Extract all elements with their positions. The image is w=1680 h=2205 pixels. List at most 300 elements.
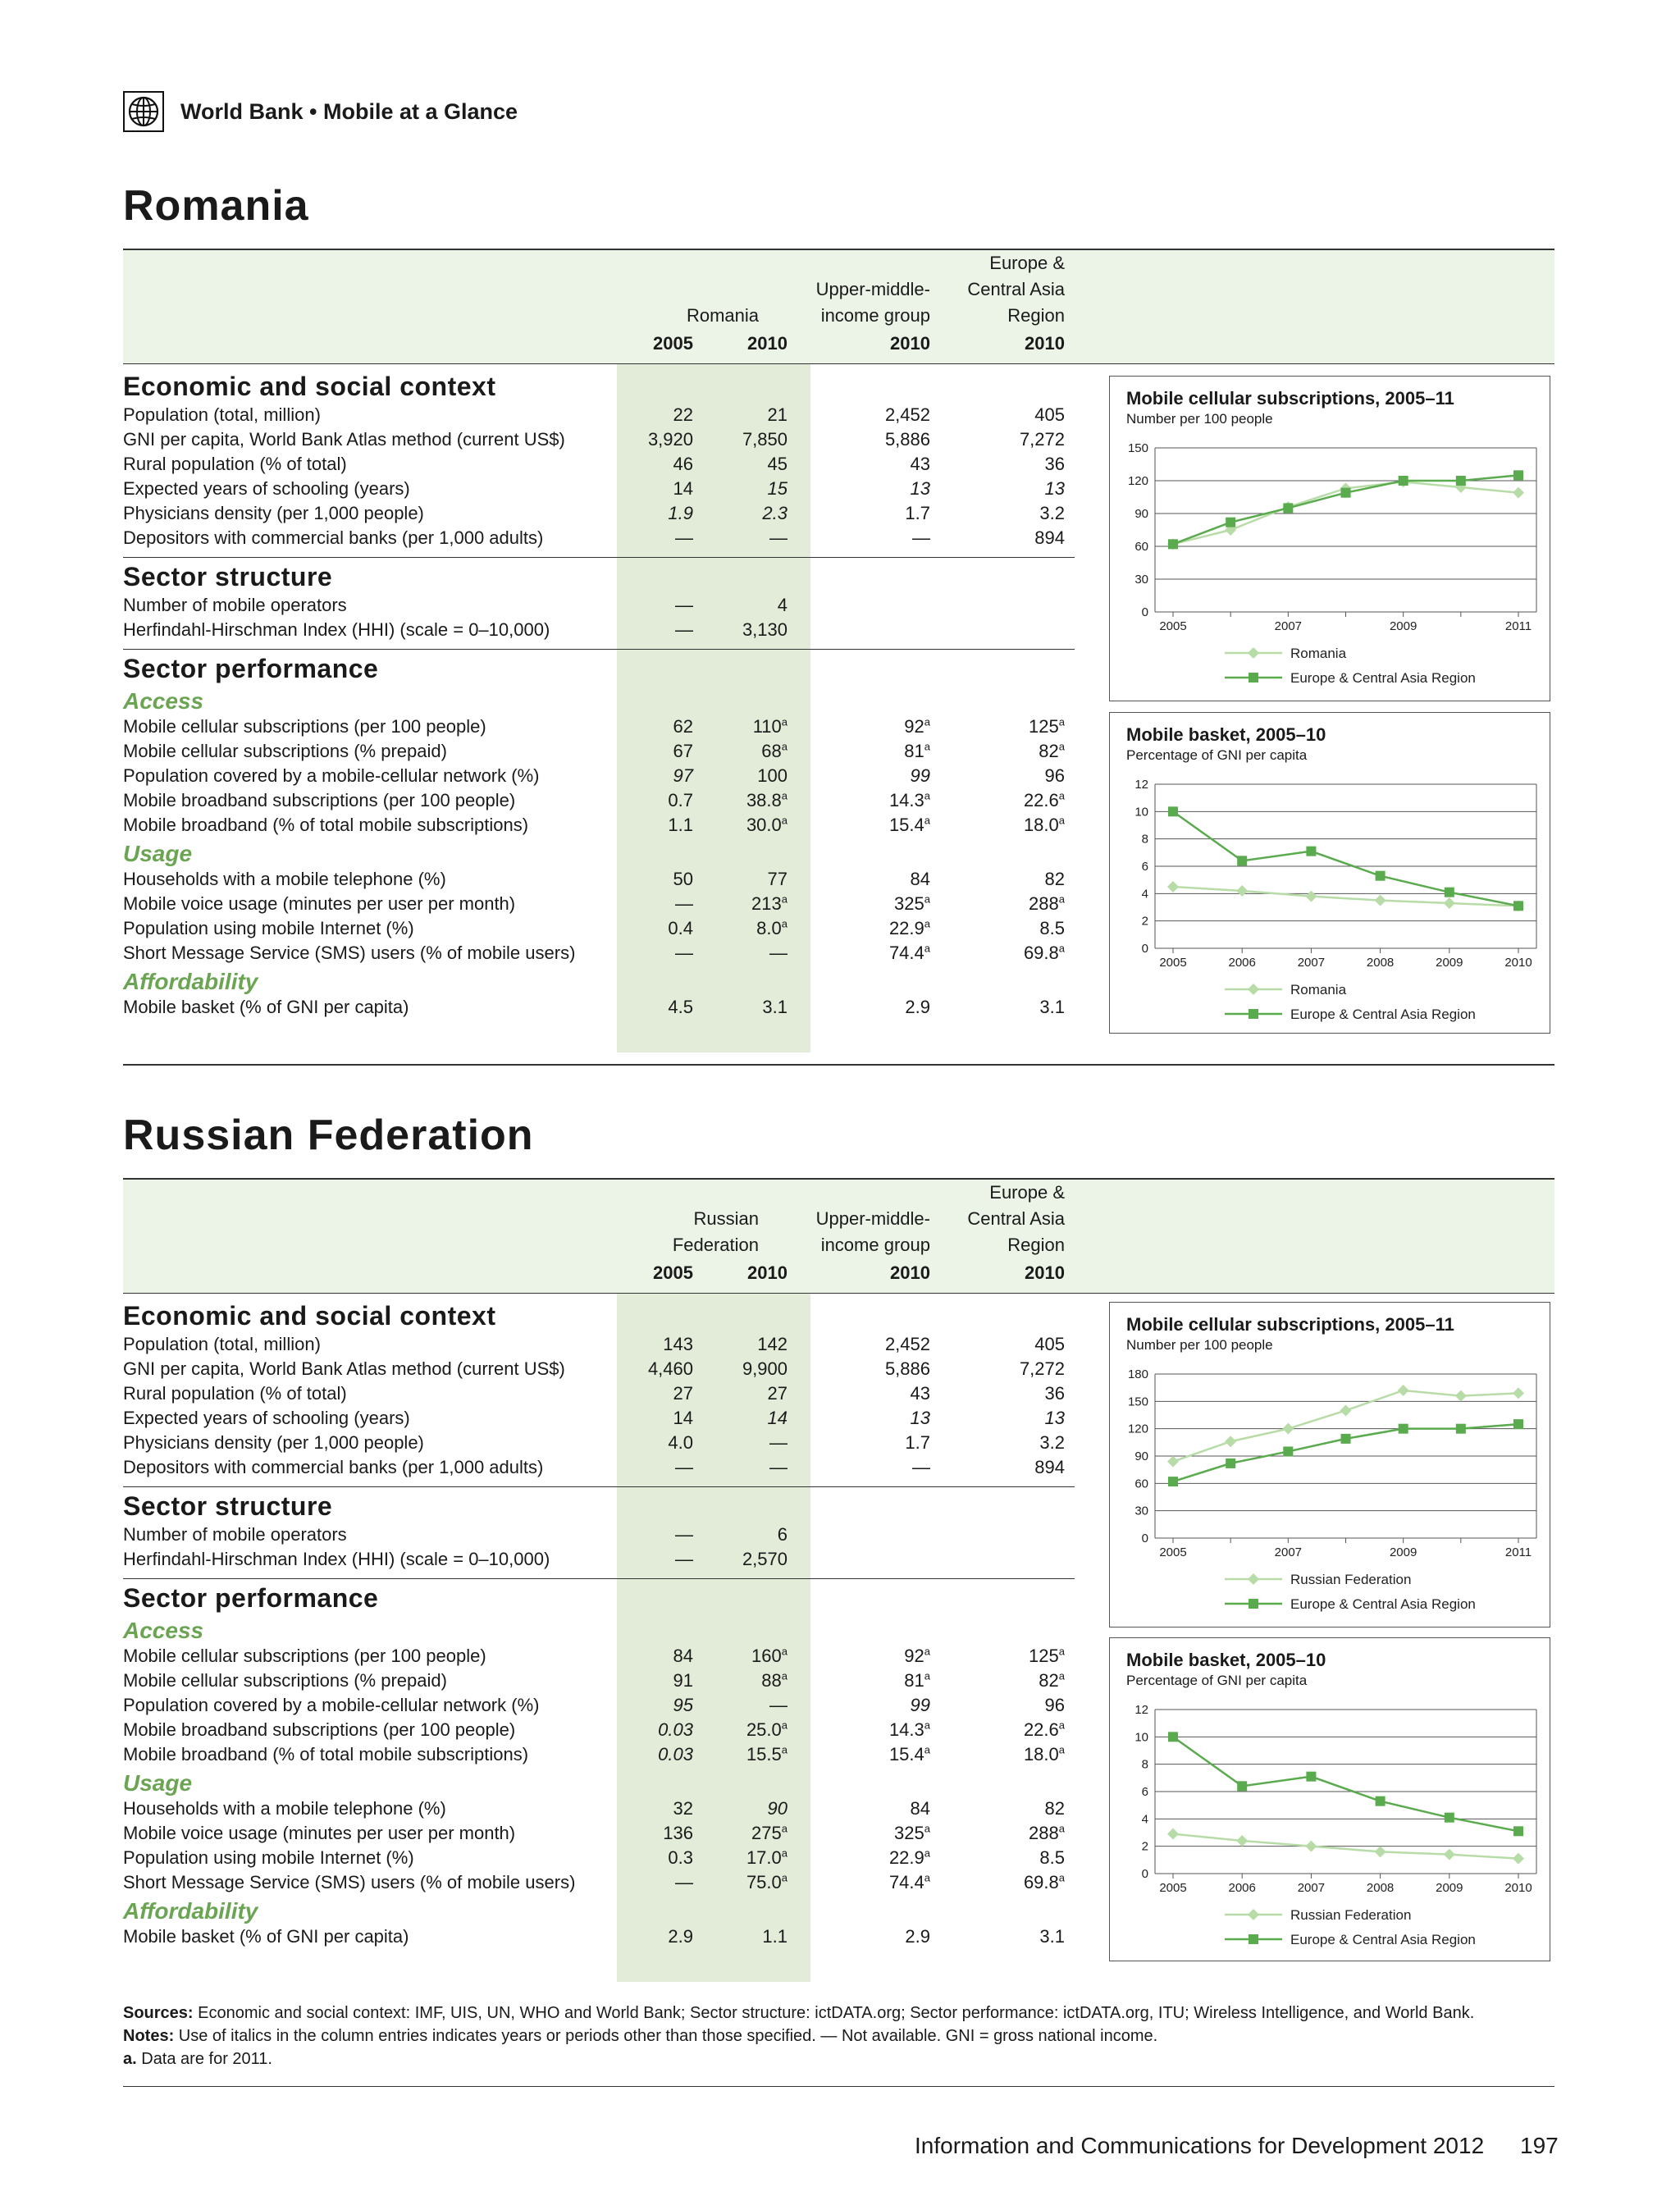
data-point [1168,806,1178,816]
value-text: — [769,1457,788,1477]
value-text: 288 [1029,1823,1059,1843]
value-v4 [1024,1742,1065,1767]
value-v1 [668,813,693,838]
notes-note: Notes: Use of italics in the column entries indicates years or periods other than those specified. — Not available. GNI = gross national income. [123,2027,1158,2045]
value-v2 [761,1669,788,1693]
sources-note: Sources: Economic and social context: IMF, UIS, UN, WHO and World Bank; Sector structure: ictDATA.org; Sector performance: ictDATA.org, ITU; Wireless Intelligence, and World Bank. [123,2004,1475,2022]
x-tick-label: 2006 [1228,1881,1256,1895]
value-text: 4,460 [647,1358,693,1379]
value-v2 [769,1455,788,1480]
value-v4 [1024,1870,1065,1895]
value-text: 22.9 [888,1847,924,1868]
value-text: 27 [767,1383,788,1404]
chart-plot [1110,1638,1551,1962]
legend-marker [1248,1573,1259,1585]
value-v2 [742,1547,788,1572]
value-text: 46 [673,454,693,474]
value-v3 [894,892,930,916]
row-label: Physicians density (per 1,000 people) [123,503,424,523]
access-row [123,714,1075,739]
value-v3 [912,1455,930,1480]
value-text: 62 [673,716,693,737]
value-text: 92 [904,1646,924,1666]
value-v4 [1029,1821,1065,1846]
header-rule [123,1293,1554,1294]
usage-row [123,1821,1075,1846]
footnote-mark: a [1058,1822,1065,1835]
value-text: 2.3 [762,503,788,523]
value-v1 [673,867,693,892]
y-tick-label: 2 [1141,1839,1148,1854]
usage-row [123,916,1075,941]
row-label: Short Message Service (SMS) users (% of mobile users) [123,943,576,963]
value-v1 [675,1455,693,1480]
legend-label: Europe & Central Asia Region [1290,1932,1476,1947]
value-v2 [768,452,788,477]
footnote-mark: a [781,1669,788,1682]
value-v4 [1029,1644,1065,1669]
y-tick-label: 10 [1134,805,1148,819]
row-label: Mobile cellular subscriptions (per 100 people) [123,1646,486,1666]
footnote-mark: a [781,1719,788,1732]
col-header-upper-middle-line: income group [820,1235,930,1255]
value-text: 14 [673,1408,693,1428]
value-text: 74.4 [888,1872,924,1892]
econ-row [123,1357,1075,1381]
value-text: 110 [752,716,782,737]
y-tick-label: 0 [1141,605,1148,619]
footer-divider [123,2086,1554,2087]
section-rule [123,557,1075,558]
col-header-country-line: Romania [686,305,759,326]
value-text: 95 [673,1695,693,1715]
value-v1 [675,618,693,642]
value-v3 [905,501,930,526]
legend-marker [1248,984,1259,995]
value-text: 15 [767,478,788,499]
value-text: 50 [673,869,693,889]
access-row [123,764,1075,788]
row-label: Mobile broadband subscriptions (per 100 people) [123,790,516,810]
value-v2 [753,714,788,739]
value-v2 [769,941,788,966]
footnote-mark: a [1058,942,1065,955]
value-v1 [673,1406,693,1431]
value-text: 43 [910,454,930,474]
line-chart [1109,376,1550,701]
value-text: — [769,527,788,548]
col-header-region-line: Europe & [989,1182,1065,1203]
value-text: 0.4 [668,918,693,938]
value-v4 [1039,501,1065,526]
value-text: 15.4 [888,1744,924,1764]
value-text: 84 [910,1798,930,1819]
data-point [1236,885,1248,897]
value-text: 91 [673,1670,693,1691]
footnote-mark: a [781,789,788,802]
chart-subtitle: Number per 100 people [1126,1337,1273,1353]
chart-subtitle: Percentage of GNI per capita [1126,747,1308,763]
value-text: 21 [767,404,788,425]
access-row [123,813,1075,838]
access-row [123,788,1075,813]
value-v1 [673,714,693,739]
value-v3 [911,1381,930,1406]
x-tick-label: 2005 [1159,956,1187,970]
value-text: 8.5 [1039,1847,1065,1868]
value-text: 13 [1044,1408,1065,1428]
value-text: 22.6 [1023,790,1059,810]
row-label: Households with a mobile telephone (%) [123,1798,446,1819]
footnote-mark: a [781,740,788,753]
chart-plot [1110,377,1551,702]
value-v2 [778,593,788,618]
value-text: 1.7 [905,503,930,523]
value-v3 [885,1357,930,1381]
value-text: 68 [761,741,782,761]
row-label: Mobile voice usage (minutes per user per month) [123,1823,516,1843]
footnote-mark: a [781,892,788,906]
access-row [123,739,1075,764]
value-text: 69.8 [1023,1872,1059,1892]
value-text: — [675,619,693,640]
series-line [1173,1737,1518,1831]
value-text: 3,130 [742,619,788,640]
section-rule [123,1578,1075,1579]
value-text: 6 [777,1524,788,1545]
value-v1 [675,593,693,618]
col-header-country-line: Federation [672,1235,759,1255]
data-point [1237,1781,1247,1791]
value-v1 [675,1547,693,1572]
country-title: Russian Federation [123,1112,534,1159]
econ-row [123,1406,1075,1431]
footnote-a: a. Data are for 2011. [123,2050,272,2068]
value-v2 [746,1846,788,1870]
x-tick-label: 2010 [1504,956,1532,970]
value-v1 [673,1796,693,1821]
value-text: 325 [894,893,924,914]
footnote-mark: a [924,1743,930,1756]
value-v4 [1039,739,1065,764]
structure-row [123,1547,1075,1572]
value-text: 213 [751,893,782,914]
col-header-region-line: Central Asia [967,279,1065,299]
value-v4 [1034,526,1065,550]
value-text: — [675,1872,693,1892]
value-v2 [751,1644,788,1669]
col-year-c3 [890,1260,930,1286]
data-point [1225,1436,1236,1447]
series-line [1173,1424,1518,1481]
usage-row [123,1796,1075,1821]
data-point [1445,1813,1454,1823]
y-tick-label: 8 [1141,832,1148,847]
row-label: GNI per capita, World Bank Atlas method (current US$) [123,429,565,450]
row-label: Population (total, million) [123,404,321,425]
usage-row [123,941,1075,966]
data-point [1398,1385,1409,1396]
value-v3 [889,1846,930,1870]
value-v1 [668,788,693,813]
x-tick-label: 2010 [1504,1881,1532,1895]
value-v4 [1039,995,1065,1020]
footnote-mark: a [781,917,788,930]
value-text: 81 [904,1670,924,1691]
col-header-upper-middle [816,276,930,329]
value-text: 3.2 [1039,503,1065,523]
value-v3 [885,1332,930,1357]
value-v2 [757,1332,788,1357]
value-text: — [769,1695,788,1715]
data-point [1513,1826,1523,1836]
data-point [1513,1387,1524,1399]
value-text: 894 [1034,527,1065,548]
value-text: 30.0 [746,815,782,835]
usage-row [123,1870,1075,1895]
value-v4 [1045,1796,1065,1821]
value-v3 [904,714,930,739]
y-tick-label: 6 [1141,860,1148,874]
y-tick-label: 30 [1134,1504,1148,1518]
y-tick-label: 60 [1134,540,1148,554]
value-v1 [673,452,693,477]
legend-label: Europe & Central Asia Region [1290,670,1476,686]
value-v3 [911,867,930,892]
value-text: — [912,1457,930,1477]
col-header-region-line: Region [1007,1235,1065,1255]
value-text: 82 [1044,1798,1065,1819]
col-header-region [967,1180,1065,1258]
value-text: — [675,943,693,963]
row-label: Households with a mobile telephone (%) [123,869,446,889]
value-text: — [675,893,693,914]
value-v2 [768,1406,788,1431]
value-text: 8.0 [756,918,782,938]
econ-row [123,427,1075,452]
col-header-region-line: Europe & [989,253,1065,273]
year-label: 2010 [890,333,930,354]
value-v2 [742,427,788,452]
value-text: 36 [1044,454,1065,474]
legend-label: Europe & Central Asia Region [1290,1596,1476,1612]
subsection-affordability: Affordability [123,1898,258,1924]
value-text: 27 [673,1383,693,1404]
value-v2 [746,813,788,838]
row-label: Population using mobile Internet (%) [123,1847,414,1868]
value-text: 125 [1029,716,1059,737]
value-v2 [768,403,788,427]
value-text: 405 [1034,404,1065,425]
value-text: — [675,1549,693,1569]
col-year-c1 [653,1260,693,1286]
line-chart [1109,1637,1550,1961]
data-point [1444,897,1455,909]
value-v3 [889,941,930,966]
value-v3 [911,477,930,501]
footnote-mark: a [924,1669,930,1682]
value-text: 14.3 [888,1719,924,1740]
value-text: 99 [910,765,930,786]
row-label: GNI per capita, World Bank Atlas method (current US$) [123,1358,565,1379]
col-year-c3 [890,331,930,357]
legend-label: Romania [1290,646,1347,661]
value-v4 [1045,1406,1065,1431]
footnote-mark: a [1058,1669,1065,1682]
structure-row [123,593,1075,618]
value-v1 [675,1870,693,1895]
value-text: 8.5 [1039,918,1065,938]
value-text: 2.9 [905,997,930,1017]
value-text: 0.7 [668,790,693,810]
data-point [1513,470,1523,480]
econ-row [123,1332,1075,1357]
value-text: 142 [757,1334,788,1354]
section-rule [123,1486,1075,1487]
access-row [123,1693,1075,1718]
legend-label: Europe & Central Asia Region [1290,1007,1476,1022]
value-text: 88 [761,1670,782,1691]
value-v2 [746,1742,788,1767]
value-text: 25.0 [746,1719,782,1740]
value-text: 125 [1029,1646,1059,1666]
value-v3 [911,1796,930,1821]
value-text: 288 [1029,893,1059,914]
y-tick-label: 90 [1134,507,1148,521]
value-text: 2.9 [668,1926,693,1947]
section-performance: Sector performance [123,1583,379,1613]
x-tick-label: 2009 [1389,1545,1418,1559]
row-label: Physicians density (per 1,000 people) [123,1432,424,1453]
footnote-mark: a [924,715,930,728]
value-v1 [673,477,693,501]
value-v1 [673,403,693,427]
country-title: Romania [123,182,309,230]
col-header-region-line: Central Asia [967,1208,1065,1229]
chart-title: Mobile cellular subscriptions, 2005–11 [1126,1314,1454,1335]
value-text: — [675,595,693,615]
value-text: 82 [1039,1670,1059,1691]
y-tick-label: 0 [1141,1532,1148,1545]
data-point [1236,1835,1248,1847]
col-header-region-line: Region [1007,305,1065,326]
x-tick-label: 2005 [1159,619,1187,633]
col-header-upper-middle-line: income group [820,305,930,326]
row-label: Mobile cellular subscriptions (per 100 people) [123,716,486,737]
x-tick-label: 2007 [1297,1881,1326,1895]
data-point [1376,871,1386,881]
col-header-upper-middle-line: Upper-middle- [815,1208,930,1229]
value-text: 2,452 [884,404,930,425]
data-point [1305,891,1317,902]
value-text: 4.5 [668,997,693,1017]
value-v3 [889,788,930,813]
value-v3 [885,403,930,427]
usage-row [123,892,1075,916]
value-text: 13 [1044,478,1065,499]
value-v4 [1045,764,1065,788]
econ-row [123,501,1075,526]
value-v2 [761,739,788,764]
row-label: Population using mobile Internet (%) [123,918,414,938]
footnote-mark: a [1058,1743,1065,1756]
value-v2 [746,1718,788,1742]
data-point [1306,1772,1316,1782]
footnotes [123,2002,1554,2070]
footnote-mark: a [924,892,930,906]
chart-subtitle: Number per 100 people [1126,411,1273,427]
value-text: 32 [673,1798,693,1819]
value-text: 67 [673,741,693,761]
data-point [1340,1404,1352,1416]
row-label: Mobile basket (% of GNI per capita) [123,1926,409,1947]
col-header-country [687,303,759,329]
chart-title: Mobile basket, 2005–10 [1126,1650,1326,1670]
col-year-c1 [653,331,693,357]
footnote-mark: a [1058,1871,1065,1884]
x-tick-label: 2011 [1504,619,1532,633]
value-text: 97 [673,765,693,786]
y-tick-label: 10 [1134,1730,1148,1745]
row-label: Mobile cellular subscriptions (% prepaid) [123,1670,447,1691]
col-header-country [673,1206,759,1258]
footnote-mark: a [924,740,930,753]
value-text: 15.4 [888,815,924,835]
row-label: Number of mobile operators [123,595,347,615]
row-label: Population (total, million) [123,1334,321,1354]
value-text: 5,886 [884,429,930,450]
value-text: 1.9 [668,503,693,523]
value-v2 [769,1693,788,1718]
value-text: 15.5 [746,1744,782,1764]
value-text: 3.1 [1039,997,1065,1017]
y-tick-label: 90 [1134,1449,1148,1463]
data-point [1455,1390,1467,1402]
x-tick-label: 2006 [1228,956,1256,970]
value-v4 [1020,427,1065,452]
y-tick-label: 180 [1127,1367,1148,1381]
row-label: Mobile voice usage (minutes per user per month) [123,893,516,914]
data-point [1399,476,1408,486]
econ-row [123,1431,1075,1455]
section-econ: Economic and social context [123,372,496,401]
value-v2 [768,867,788,892]
value-v1 [675,1522,693,1547]
data-point [1513,901,1523,911]
value-v1 [675,941,693,966]
value-text: 143 [663,1334,693,1354]
structure-row [123,1522,1075,1547]
value-v4 [1020,1357,1065,1381]
footnote-mark: a [1058,814,1065,827]
value-v4 [1039,1431,1065,1455]
value-text: 74.4 [888,943,924,963]
value-v2 [757,764,788,788]
value-v3 [911,452,930,477]
y-tick-label: 12 [1134,778,1148,792]
value-v3 [911,1406,930,1431]
y-tick-label: 120 [1127,1422,1148,1436]
value-v3 [912,526,930,550]
value-text: 81 [904,741,924,761]
value-text: 0.03 [658,1744,693,1764]
data-point [1167,1828,1179,1840]
year-label: 2010 [890,1262,930,1283]
row-label: Expected years of schooling (years) [123,478,410,499]
structure-row [123,618,1075,642]
section-structure: Sector structure [123,562,333,591]
header-rule [123,363,1554,364]
